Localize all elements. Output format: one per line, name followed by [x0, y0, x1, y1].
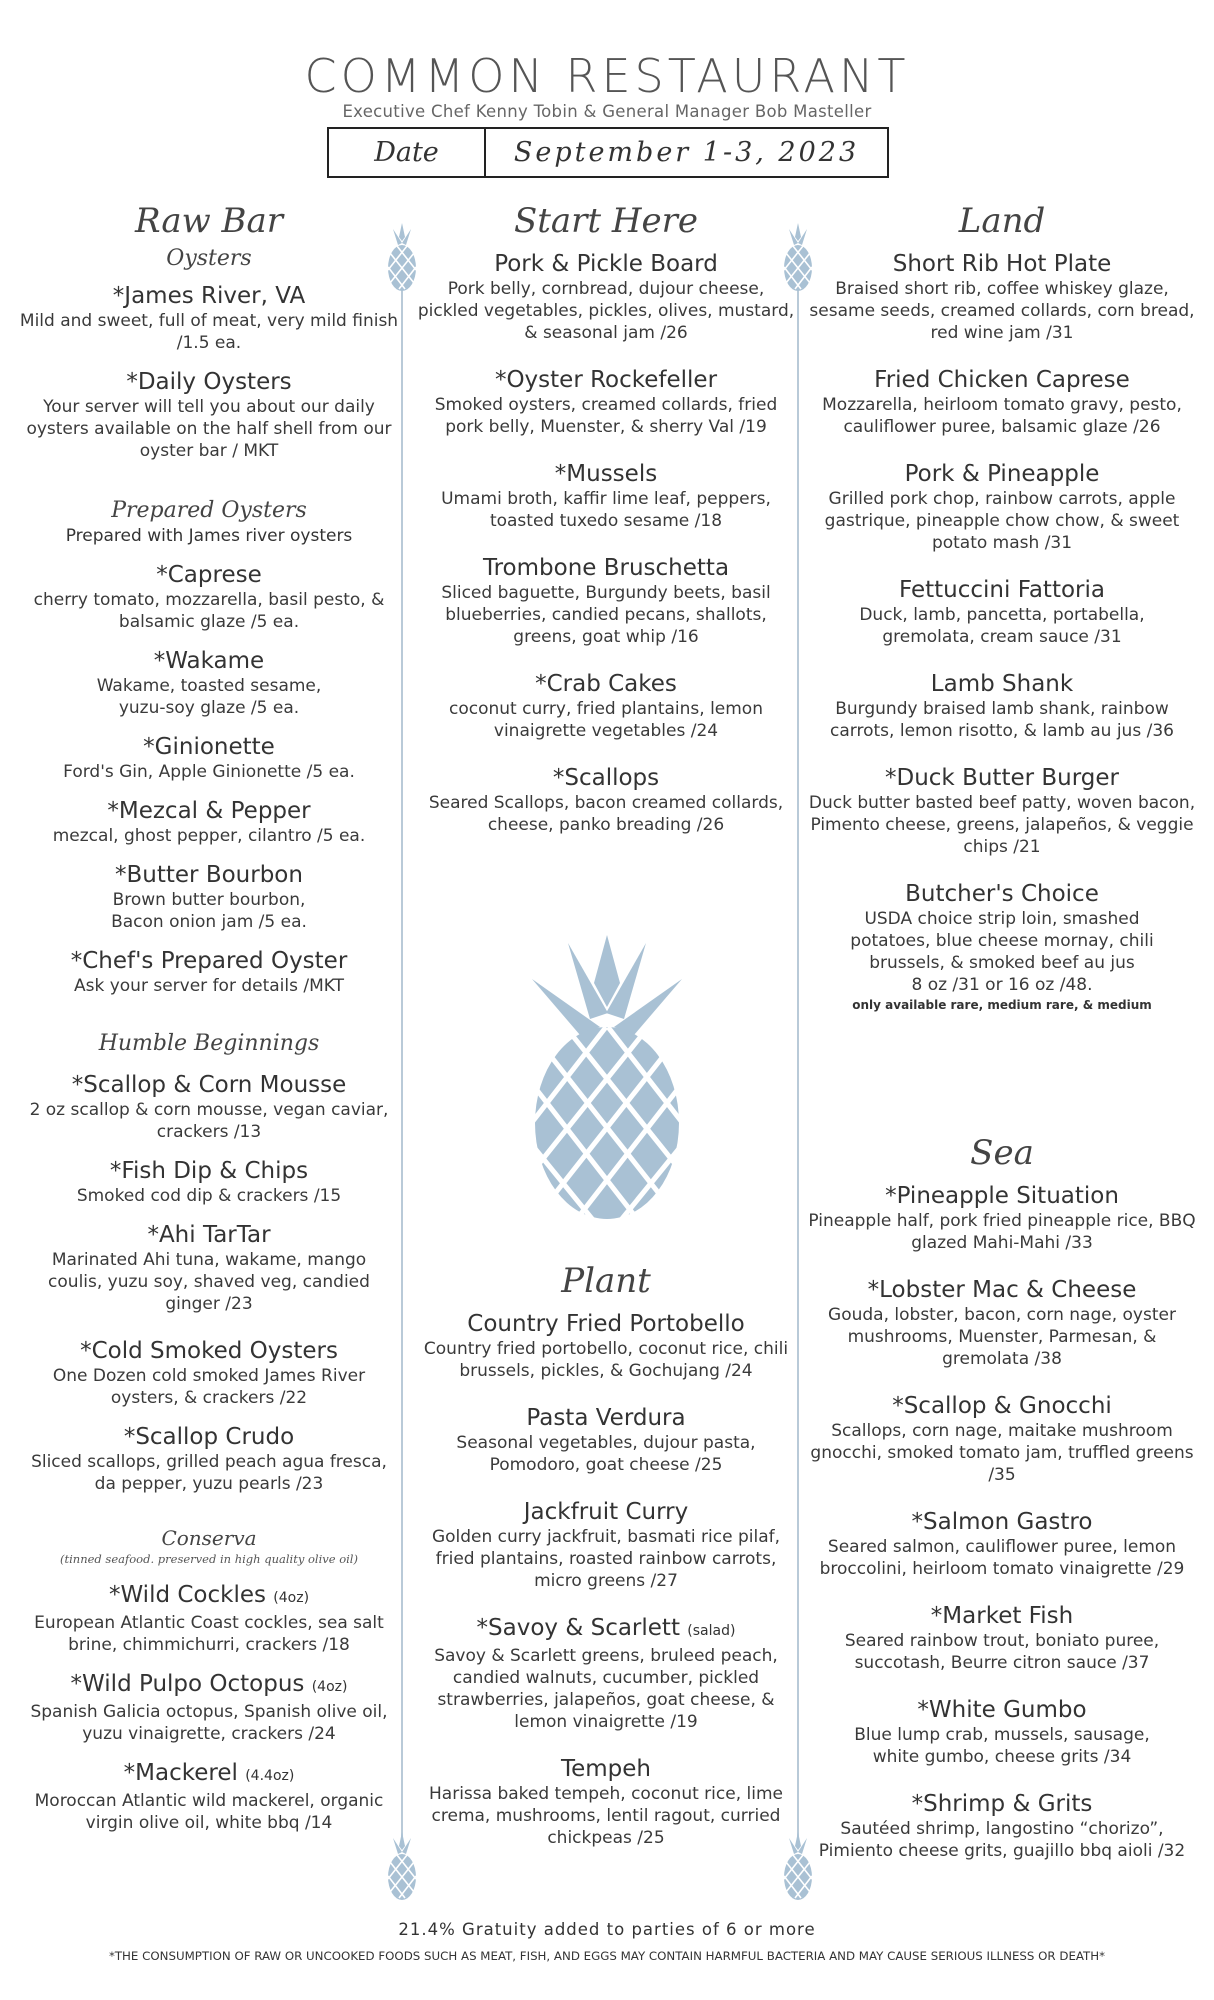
- subsection-title-humble-beginnings: Humble Beginnings: [98, 1031, 320, 1056]
- menu-item: [18, 647, 400, 719]
- item-name: *James River, VA: [112, 283, 306, 309]
- menu-item: [416, 764, 796, 836]
- item-name: *Duck Butter Burger: [885, 765, 1119, 791]
- plant-column: [416, 1258, 796, 1863]
- item-desc: Pork belly, cornbread, dujour cheese, pickled vegetables, pickles, olives, mustard, & seasonal jam /26: [417, 279, 795, 343]
- item-name: Tempeh: [560, 1756, 652, 1782]
- item-desc: Marinated Ahi tuna, wakame, mango coulis, yuzu soy, shaved veg, candied ginger /23: [48, 1250, 370, 1314]
- menu-item: [807, 1508, 1197, 1580]
- item-desc: Smoked cod dip & crackers /15: [76, 1186, 342, 1206]
- start-here-column: [416, 198, 796, 850]
- item-desc: Seared salmon, cauliflower puree, lemon broccolini, heirloom tomato vinaigrette /29: [819, 1537, 1185, 1579]
- section-title-land: Land: [958, 201, 1046, 241]
- item-name: *Mussels: [554, 461, 658, 487]
- item-desc: Spanish Galicia octopus, Spanish olive oil, yuzu vinaigrette, crackers /24: [30, 1702, 388, 1744]
- item-size: (4oz): [311, 1679, 348, 1695]
- item-name: *Lobster Mac & Cheese: [867, 1277, 1137, 1303]
- item-name: *Scallop Crudo: [123, 1424, 295, 1450]
- subsection-note: (tinned seafood. preserved in high quality olive oil): [60, 1552, 358, 1566]
- menu-item: [18, 797, 400, 847]
- menu-item: [807, 1696, 1197, 1768]
- item-desc: Smoked oysters, creamed collards, fried pork belly, Muenster, & sherry Val /19: [434, 395, 778, 437]
- item-desc: Duck, lamb, pancetta, portabella, gremolata, cream sauce /31: [859, 605, 1145, 647]
- section-title-sea: Sea: [970, 1133, 1034, 1173]
- item-name: *Ginionette: [143, 734, 275, 760]
- menu-item: [416, 554, 796, 648]
- menu-item: [807, 1182, 1197, 1254]
- item-note: only available rare, medium rare, & medium: [852, 998, 1152, 1012]
- menu-item: [18, 947, 400, 997]
- item-name: *Butter Bourbon: [115, 862, 303, 888]
- menu-item: [416, 366, 796, 438]
- subsection-title-oysters: Oysters: [166, 246, 252, 271]
- menu-item: [416, 1404, 796, 1476]
- date-box: [327, 127, 889, 178]
- item-desc: Umami broth, kaffir lime leaf, peppers, toasted tuxedo sesame /18: [441, 489, 771, 531]
- item-name-text: *Mackerel: [123, 1760, 238, 1786]
- restaurant-subtitle: Executive Chef Kenny Tobin & General Manager Bob Masteller: [342, 102, 872, 121]
- item-name: *Scallops: [552, 765, 660, 791]
- menu-item: [416, 1755, 796, 1849]
- menu-item: [807, 366, 1197, 438]
- item-desc: Burgundy braised lamb shank, rainbow carrots, lemon risotto, & lamb au jus /36: [830, 699, 1174, 741]
- menu-item: [18, 561, 400, 633]
- item-name: *Salmon Gastro: [911, 1509, 1093, 1535]
- restaurant-title: COMMON RESTAURANT: [304, 49, 910, 103]
- item-desc: Sautéed shrimp, langostino “chorizo”, Pimiento cheese grits, guajillo bbq aioli /32: [818, 1819, 1186, 1861]
- item-desc: Seared Scallops, bacon creamed collards, cheese, panko breading /26: [428, 793, 784, 835]
- item-name: Trombone Bruschetta: [482, 555, 730, 581]
- item-desc: Braised short rib, coffee whiskey glaze, sesame seeds, creamed collards, corn bread, red wine jam /31: [809, 279, 1195, 343]
- item-desc: Moroccan Atlantic wild mackerel, organic virgin olive oil, white bbq /14: [34, 1791, 384, 1833]
- menu-item: [807, 1276, 1197, 1370]
- item-name-text: *Savoy & Scarlett: [476, 1615, 680, 1641]
- menu-item: [416, 1310, 796, 1382]
- section-title-start-here: Start Here: [513, 201, 699, 241]
- subsection-title-conserva: Conserva: [161, 1526, 257, 1550]
- item-desc: Golden curry jackfruit, basmati rice pilaf, fried plantains, roasted rainbow carrots, micro greens /27: [431, 1527, 781, 1591]
- menu-item: [807, 250, 1197, 344]
- date-value: September 1-3, 2023: [513, 137, 860, 168]
- gratuity-note: 21.4% Gratuity added to parties of 6 or more: [398, 1920, 816, 1939]
- item-desc: mezcal, ghost pepper, cilantro /5 ea.: [52, 826, 366, 846]
- item-desc: Blue lump crab, mussels, sausage, white gumbo, cheese grits /34: [854, 1725, 1150, 1767]
- menu-item: [807, 460, 1197, 554]
- menu-item: [18, 368, 400, 462]
- pineapple-logo-icon: [528, 935, 686, 1220]
- item-name: *Scallop & Gnocchi: [892, 1393, 1112, 1419]
- menu-item: [18, 282, 400, 354]
- item-name: Lamb Shank: [930, 671, 1074, 697]
- item-name: *White Gumbo: [917, 1697, 1087, 1723]
- item-name: *Daily Oysters: [126, 369, 292, 395]
- menu-item: [416, 670, 796, 742]
- item-name: Pasta Verdura: [526, 1405, 686, 1431]
- item-name: Pork & Pickle Board: [494, 251, 718, 277]
- item-size: (4.4oz): [245, 1768, 295, 1784]
- menu-item: [18, 733, 400, 783]
- item-desc: One Dozen cold smoked James River oysters, & crackers /22: [52, 1366, 366, 1408]
- item-desc: Your server will tell you about our daily oysters available on the half shell from our oyster bar / MKT: [26, 397, 392, 461]
- item-desc: Savoy & Scarlett greens, bruleed peach, candied walnuts, cucumber, pickled strawberries, jalapeños, goat cheese, & lemon vinaigrette /19: [434, 1646, 778, 1732]
- item-desc: Ask your server for details /MKT: [73, 976, 344, 996]
- item-desc: Duck butter basted beef patty, woven bacon, Pimento cheese, greens, jalapeños, & veggie chips /21: [808, 793, 1196, 857]
- item-desc: Mild and sweet, full of meat, very mild finish /1.5 ea.: [19, 311, 399, 353]
- item-name: Jackfruit Curry: [523, 1499, 689, 1525]
- item-name: Pork & Pineapple: [904, 461, 1100, 487]
- item-desc: Scallops, corn nage, maitake mushroom gnocchi, smoked tomato jam, truffled greens /35: [810, 1421, 1194, 1485]
- item-name-text: *Wild Pulpo Octopus: [70, 1671, 305, 1697]
- sea-column: [807, 1130, 1197, 1876]
- menu-item: [18, 861, 400, 933]
- item-desc: Brown butter bourbon, Bacon onion jam /5 ea.: [111, 890, 307, 932]
- menu-item: [18, 1071, 400, 1143]
- item-price-options: 8 oz /31 or 16 oz /48.: [911, 975, 1093, 995]
- item-name: [416, 1614, 796, 1645]
- item-desc: Sliced baguette, Burgundy beets, basil blueberries, candied pecans, shallots, greens, goat whip /16: [441, 583, 771, 647]
- menu-item: [807, 1392, 1197, 1486]
- item-name: [18, 1581, 400, 1612]
- item-desc: cherry tomato, mozzarella, basil pesto, & balsamic glaze /5 ea.: [33, 590, 385, 632]
- menu-item: [807, 1790, 1197, 1862]
- item-name: Butcher's Choice: [905, 881, 1099, 907]
- item-desc: Seared rainbow trout, boniato puree, succotash, Beurre citron sauce /37: [844, 1631, 1160, 1673]
- item-desc: Pineapple half, pork fried pineapple rice, BBQ glazed Mahi-Mahi /33: [808, 1211, 1196, 1253]
- menu-item: [18, 1423, 400, 1495]
- item-name: Short Rib Hot Plate: [892, 251, 1112, 277]
- item-name-text: *Wild Cockles: [108, 1582, 266, 1608]
- item-name: Country Fried Portobello: [467, 1311, 745, 1337]
- menu-item: [416, 1614, 796, 1733]
- item-desc: Grilled pork chop, rainbow carrots, apple gastrique, pineapple chow chow, & sweet potato mash /31: [824, 489, 1180, 553]
- section-title-raw-bar: Raw Bar: [134, 201, 284, 241]
- menu-item: [18, 1759, 400, 1834]
- item-name: *Wakame: [153, 648, 265, 674]
- menu-item: [807, 764, 1197, 858]
- item-name: Fried Chicken Caprese: [874, 367, 1130, 393]
- menu-item: [807, 1602, 1197, 1674]
- item-desc: 2 oz scallop & corn mousse, vegan caviar, crackers /13: [29, 1100, 389, 1142]
- item-size: (4oz): [273, 1590, 310, 1606]
- item-name: *Market Fish: [930, 1603, 1074, 1629]
- menu-item: [416, 460, 796, 532]
- menu-item: [18, 1670, 400, 1745]
- item-name: [18, 1670, 400, 1701]
- subsection-note: Prepared with James river oysters: [65, 526, 353, 546]
- subsection-title-prepared-oysters: Prepared Oysters: [111, 498, 307, 523]
- item-name: *Crab Cakes: [535, 671, 677, 697]
- item-name: *Shrimp & Grits: [911, 1791, 1093, 1817]
- item-desc: Wakame, toasted sesame, yuzu-soy glaze /5 ea.: [96, 676, 322, 718]
- item-name: [18, 1759, 400, 1790]
- menu-item: [807, 880, 1197, 1014]
- item-name: *Caprese: [156, 562, 262, 588]
- item-name: Fettuccini Fattoria: [899, 577, 1105, 603]
- consumption-warning: *THE CONSUMPTION OF RAW OR UNCOOKED FOODS SUCH AS MEAT, FISH, AND EGGS MAY CONTAIN HARMFUL BACTERIA AND MAY CAUSE SERIOUS ILLNESS OR DEATH*: [108, 1949, 1106, 1963]
- section-title-plant: Plant: [561, 1261, 651, 1301]
- item-desc: coconut curry, fried plantains, lemon vinaigrette vegetables /24: [448, 699, 763, 741]
- menu-header: [0, 50, 1214, 121]
- menu-item: [18, 1157, 400, 1207]
- item-desc: Mozzarella, heirloom tomato gravy, pesto, cauliflower puree, balsamic glaze /26: [822, 395, 1182, 437]
- item-desc: European Atlantic Coast cockles, sea salt brine, chimmichurri, crackers /18: [34, 1613, 384, 1655]
- item-name: *Pineapple Situation: [885, 1183, 1119, 1209]
- item-desc: Gouda, lobster, bacon, corn nage, oyster mushrooms, Muenster, Parmesan, & gremolata /38: [828, 1305, 1176, 1369]
- land-column: [807, 198, 1197, 1028]
- item-name: *Chef's Prepared Oyster: [70, 948, 348, 974]
- menu-item: [18, 1337, 400, 1409]
- item-name: *Fish Dip & Chips: [109, 1158, 309, 1184]
- item-desc: Sliced scallops, grilled peach agua fresca, da pepper, yuzu pearls /23: [31, 1452, 387, 1494]
- item-name: *Oyster Rockefeller: [494, 367, 718, 393]
- menu-item: [416, 1498, 796, 1592]
- menu-item: [807, 576, 1197, 648]
- item-name: *Ahi TarTar: [147, 1222, 271, 1248]
- item-desc: Country fried portobello, coconut rice, chili brussels, pickles, & Gochujang /24: [423, 1339, 789, 1381]
- menu-item: [416, 250, 796, 344]
- menu-item: [807, 670, 1197, 742]
- date-label: Date: [329, 129, 486, 176]
- item-name: *Scallop & Corn Mousse: [71, 1072, 347, 1098]
- divider-left: [401, 278, 403, 1838]
- menu-item: [18, 1581, 400, 1656]
- item-desc: Harissa baked tempeh, coconut rice, lime crema, mushrooms, lentil ragout, curried chickpeas /25: [429, 1784, 783, 1848]
- menu-item: [18, 1221, 400, 1315]
- item-desc: Seasonal vegetables, dujour pasta, Pomodoro, goat cheese /25: [456, 1433, 756, 1475]
- item-name: *Mezcal & Pepper: [107, 798, 311, 824]
- item-desc: USDA choice strip loin, smashed potatoes, blue cheese mornay, chili brussels, & smoked beef au jus: [850, 909, 1154, 973]
- item-desc: Ford's Gin, Apple Ginionette /5 ea.: [63, 762, 355, 782]
- item-name: *Cold Smoked Oysters: [80, 1338, 338, 1364]
- divider-right: [797, 278, 799, 1838]
- item-size: (salad): [687, 1623, 736, 1639]
- raw-bar-column: [18, 198, 400, 1848]
